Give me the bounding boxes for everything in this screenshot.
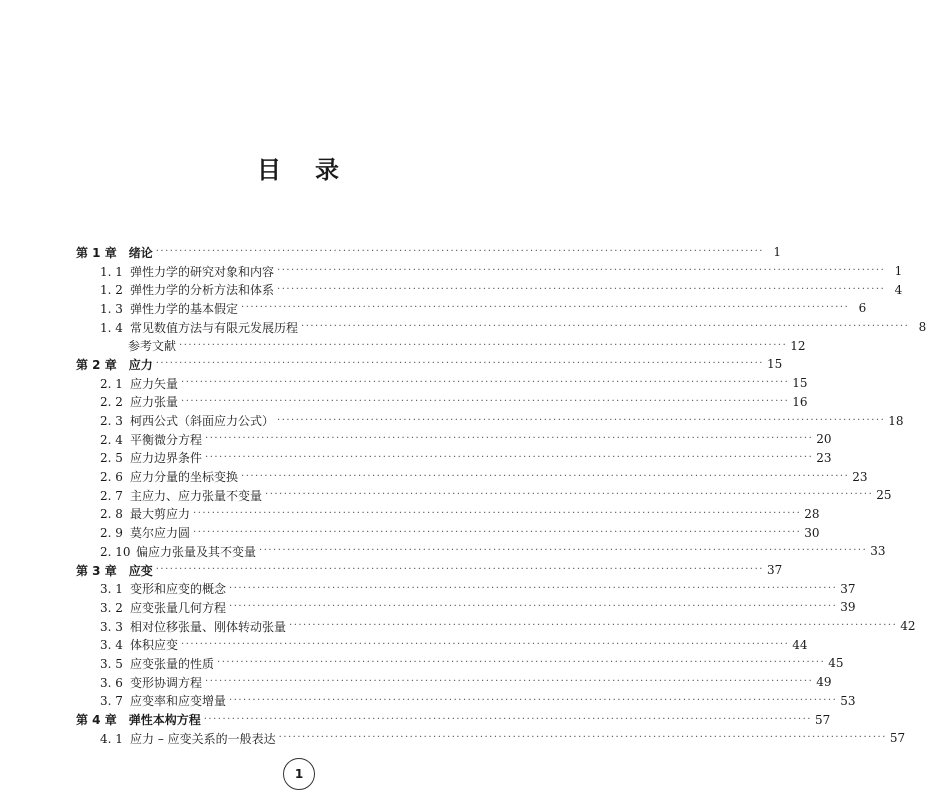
toc-section-row[interactable] (76, 280, 903, 299)
toc-entry-page: 45 (828, 656, 844, 671)
dot-leader: ·································································································································· (289, 620, 898, 632)
dot-leader: ·································································································································· (181, 638, 790, 650)
toc-entry-label (100, 319, 298, 336)
dot-leader: ·································································································································· (203, 713, 812, 725)
toc-entry-title: 应力边界条件 (130, 451, 203, 466)
toc-entry-page: 16 (792, 394, 808, 409)
dot-leader: ·································································································································· (259, 545, 868, 557)
toc-entry-number: 2. 1 (100, 376, 123, 391)
toc-entry-number: 3. 4 (100, 638, 123, 653)
toc-entry-number: 3. 6 (100, 675, 123, 690)
toc-entry-number: 3. 7 (100, 694, 123, 709)
toc-entry-page: 1 (894, 264, 903, 279)
toc-entry-number: 第 3 章 (76, 563, 117, 578)
toc-entry-title: 偏应力张量及其不变量 (136, 544, 257, 559)
toc-entry-label (100, 692, 226, 709)
toc-entry-title: 应力 – 应变关系的一般表达 (130, 731, 276, 746)
dot-leader: ·································································································································· (193, 507, 802, 519)
toc-entry-label (100, 524, 190, 541)
toc-entry-number: 1. 4 (100, 320, 123, 335)
toc-entry-label (100, 300, 238, 317)
toc-entry-page: 20 (816, 432, 832, 447)
toc-entry-title: 平衡微分方程 (130, 432, 203, 447)
toc-section-row[interactable] (76, 318, 926, 337)
toc-entry-page: 25 (876, 488, 892, 503)
dot-leader: ·································································································································· (265, 489, 874, 501)
toc-entry-title: 弹性力学的研究对象和内容 (130, 264, 275, 279)
toc-entry-label (76, 711, 201, 728)
toc-chapter-row[interactable] (76, 710, 831, 729)
toc-section-row[interactable] (76, 617, 916, 636)
dot-leader: ·································································································································· (205, 676, 814, 688)
toc-entry-title: 常见数值方法与有限元发展历程 (130, 320, 299, 335)
toc-entry-page: 28 (804, 506, 820, 521)
toc-chapter-row[interactable] (76, 355, 783, 374)
toc-entry-page: 15 (766, 357, 783, 372)
dot-leader: ·································································································································· (241, 302, 850, 314)
toc-entry-label (100, 636, 178, 653)
toc-section-row[interactable] (76, 542, 886, 561)
toc-entry-label (100, 263, 274, 280)
toc-entry-label (100, 375, 178, 392)
toc-entry-number: 1. 2 (100, 283, 123, 298)
toc-entry-page: 30 (804, 525, 820, 540)
toc-entry-label (100, 487, 262, 504)
toc-entry-title: 相对位移张量、刚体转动张量 (130, 619, 287, 634)
dot-leader: ·································································································································· (301, 321, 910, 333)
toc-entry-title: 参考文献 (128, 339, 177, 354)
toc-entry-title: 应变张量几何方程 (130, 600, 227, 615)
table-of-contents (76, 243, 926, 748)
page-title: 目录 (257, 156, 373, 184)
toc-entry-title: 弹性力学的基本假定 (130, 301, 239, 316)
dot-leader: ·································································································································· (155, 564, 764, 576)
page-number-badge (283, 758, 315, 790)
toc-entry-page: 37 (766, 563, 783, 578)
toc-section-row[interactable] (76, 411, 904, 430)
dot-leader: ·································································································································· (217, 657, 826, 669)
toc-entry-page: 1 (773, 245, 781, 260)
toc-section-row[interactable] (76, 505, 820, 524)
toc-entry-number: 2. 6 (100, 470, 123, 485)
toc-entry-page: 8 (918, 320, 926, 335)
toc-entry-title: 主应力、应力张量不变量 (130, 488, 263, 503)
toc-section-row[interactable] (76, 262, 903, 281)
toc-section-row[interactable] (76, 692, 856, 711)
dot-leader: ·································································································································· (229, 582, 838, 594)
toc-entry-number: 2. 5 (100, 451, 123, 466)
toc-entry-page: 42 (900, 619, 916, 634)
toc-entry-label (76, 356, 153, 373)
toc-entry-title: 体积应变 (130, 638, 179, 653)
toc-entry-title: 应变 (128, 563, 153, 578)
toc-entry-label (100, 730, 276, 747)
dot-leader: ·································································································································· (277, 414, 886, 426)
dot-leader: ·································································································································· (155, 246, 764, 258)
toc-section-row[interactable] (76, 654, 844, 673)
dot-leader: ·································································································································· (155, 358, 764, 370)
toc-entry-label (100, 674, 202, 691)
toc-section-row[interactable] (76, 579, 856, 598)
toc-entry-title: 应变率和应变增量 (130, 694, 227, 709)
toc-section-row[interactable] (76, 449, 832, 468)
toc-section-row[interactable] (76, 486, 892, 505)
toc-entry-title: 弹性本构方程 (128, 713, 201, 728)
toc-chapter-row[interactable] (76, 243, 781, 262)
toc-entry-title: 最大剪应力 (130, 507, 191, 522)
dot-leader: ·································································································································· (278, 732, 887, 744)
toc-chapter-row[interactable] (76, 561, 783, 580)
toc-entry-label (100, 468, 238, 485)
toc-entry-page: 4 (894, 282, 903, 297)
dot-leader: ·································································································································· (229, 601, 838, 613)
toc-entry-number: 1. 3 (100, 301, 123, 316)
toc-entry-label (100, 655, 214, 672)
toc-section-row[interactable] (76, 523, 820, 542)
toc-entry-label (76, 562, 153, 579)
toc-entry-number: 第 4 章 (76, 713, 117, 728)
toc-entry-label (100, 449, 202, 466)
toc-entry-number: 1. 1 (100, 264, 123, 279)
toc-entry-number: 2. 7 (100, 488, 123, 503)
toc-entry-number: 3. 2 (100, 600, 123, 615)
toc-entry-number: 第 2 章 (76, 357, 117, 372)
toc-section-row[interactable] (76, 299, 867, 318)
toc-section-row[interactable] (76, 374, 808, 393)
toc-entry-page: 33 (870, 544, 886, 559)
toc-entry-title: 柯西公式（斜面应力公式） (130, 414, 275, 429)
toc-section-row[interactable] (76, 598, 856, 617)
toc-entry-number: 2. 10 (100, 544, 131, 559)
toc-entry-number: 4. 1 (100, 731, 123, 746)
toc-entry-page: 23 (816, 450, 832, 465)
toc-entry-page: 12 (790, 338, 806, 353)
toc-entry-number: 2. 9 (100, 526, 123, 541)
toc-entry-page: 57 (814, 712, 831, 727)
dot-leader: ·································································································································· (205, 451, 814, 463)
toc-entry-page: 39 (840, 600, 856, 615)
page-number: 1 (294, 767, 304, 781)
toc-entry-page: 37 (840, 581, 856, 596)
toc-entry-label (128, 337, 176, 354)
toc-entry-title: 应力 (128, 357, 153, 372)
toc-section-row[interactable] (76, 673, 832, 692)
toc-section-row[interactable] (76, 635, 808, 654)
toc-entry-title: 弹性力学的分析方法和体系 (130, 283, 275, 298)
toc-entry-label (100, 599, 226, 616)
toc-entry-number: 2. 8 (100, 507, 123, 522)
toc-reference-row[interactable] (76, 336, 806, 355)
dot-leader: ·································································································································· (181, 377, 790, 389)
toc-entry-label (100, 505, 190, 522)
toc-entry-number: 3. 5 (100, 656, 123, 671)
dot-leader: ·································································································································· (179, 339, 788, 351)
toc-entry-label (76, 244, 153, 261)
toc-entry-title: 应力分量的坐标变换 (130, 470, 239, 485)
toc-entry-title: 变形协调方程 (130, 675, 203, 690)
toc-entry-page: 49 (816, 675, 832, 690)
toc-entry-page: 6 (858, 301, 867, 316)
toc-entry-title: 应力张量 (130, 395, 179, 410)
dot-leader: ·································································································································· (181, 395, 790, 407)
dot-leader: ·································································································································· (241, 470, 850, 482)
toc-entry-page: 23 (852, 469, 868, 484)
toc-entry-label (100, 281, 274, 298)
toc-entry-page: 18 (888, 413, 904, 428)
toc-entry-page: 44 (792, 637, 808, 652)
toc-entry-label (100, 580, 226, 597)
toc-section-row[interactable] (76, 729, 906, 748)
toc-entry-number: 第 1 章 (76, 245, 117, 260)
toc-entry-title: 绪论 (128, 245, 153, 260)
toc-entry-page: 15 (792, 376, 808, 391)
toc-section-row[interactable] (76, 467, 868, 486)
toc-entry-title: 应力矢量 (130, 376, 179, 391)
toc-entry-label (100, 543, 256, 560)
dot-leader: ·································································································································· (205, 433, 814, 445)
toc-section-row[interactable] (76, 393, 808, 412)
toc-entry-label (100, 618, 286, 635)
toc-entry-label (100, 412, 274, 429)
toc-entry-page: 53 (840, 693, 856, 708)
toc-entry-page: 57 (889, 731, 906, 746)
toc-entry-number: 3. 1 (100, 582, 123, 597)
toc-entry-number: 2. 4 (100, 432, 123, 447)
dot-leader: ·································································································································· (193, 526, 802, 538)
toc-entry-label (100, 393, 178, 410)
toc-entry-number: 2. 2 (100, 395, 123, 410)
toc-entry-title: 莫尔应力圆 (130, 526, 191, 541)
toc-entry-title: 应变张量的性质 (130, 656, 215, 671)
toc-entry-number: 2. 3 (100, 414, 123, 429)
toc-entry-label (100, 431, 202, 448)
toc-entry-number: 3. 3 (100, 619, 123, 634)
dot-leader: ·································································································································· (277, 283, 886, 295)
toc-section-row[interactable] (76, 430, 832, 449)
dot-leader: ·································································································································· (229, 694, 838, 706)
toc-entry-title: 变形和应变的概念 (130, 582, 227, 597)
dot-leader: ·································································································································· (277, 265, 886, 277)
